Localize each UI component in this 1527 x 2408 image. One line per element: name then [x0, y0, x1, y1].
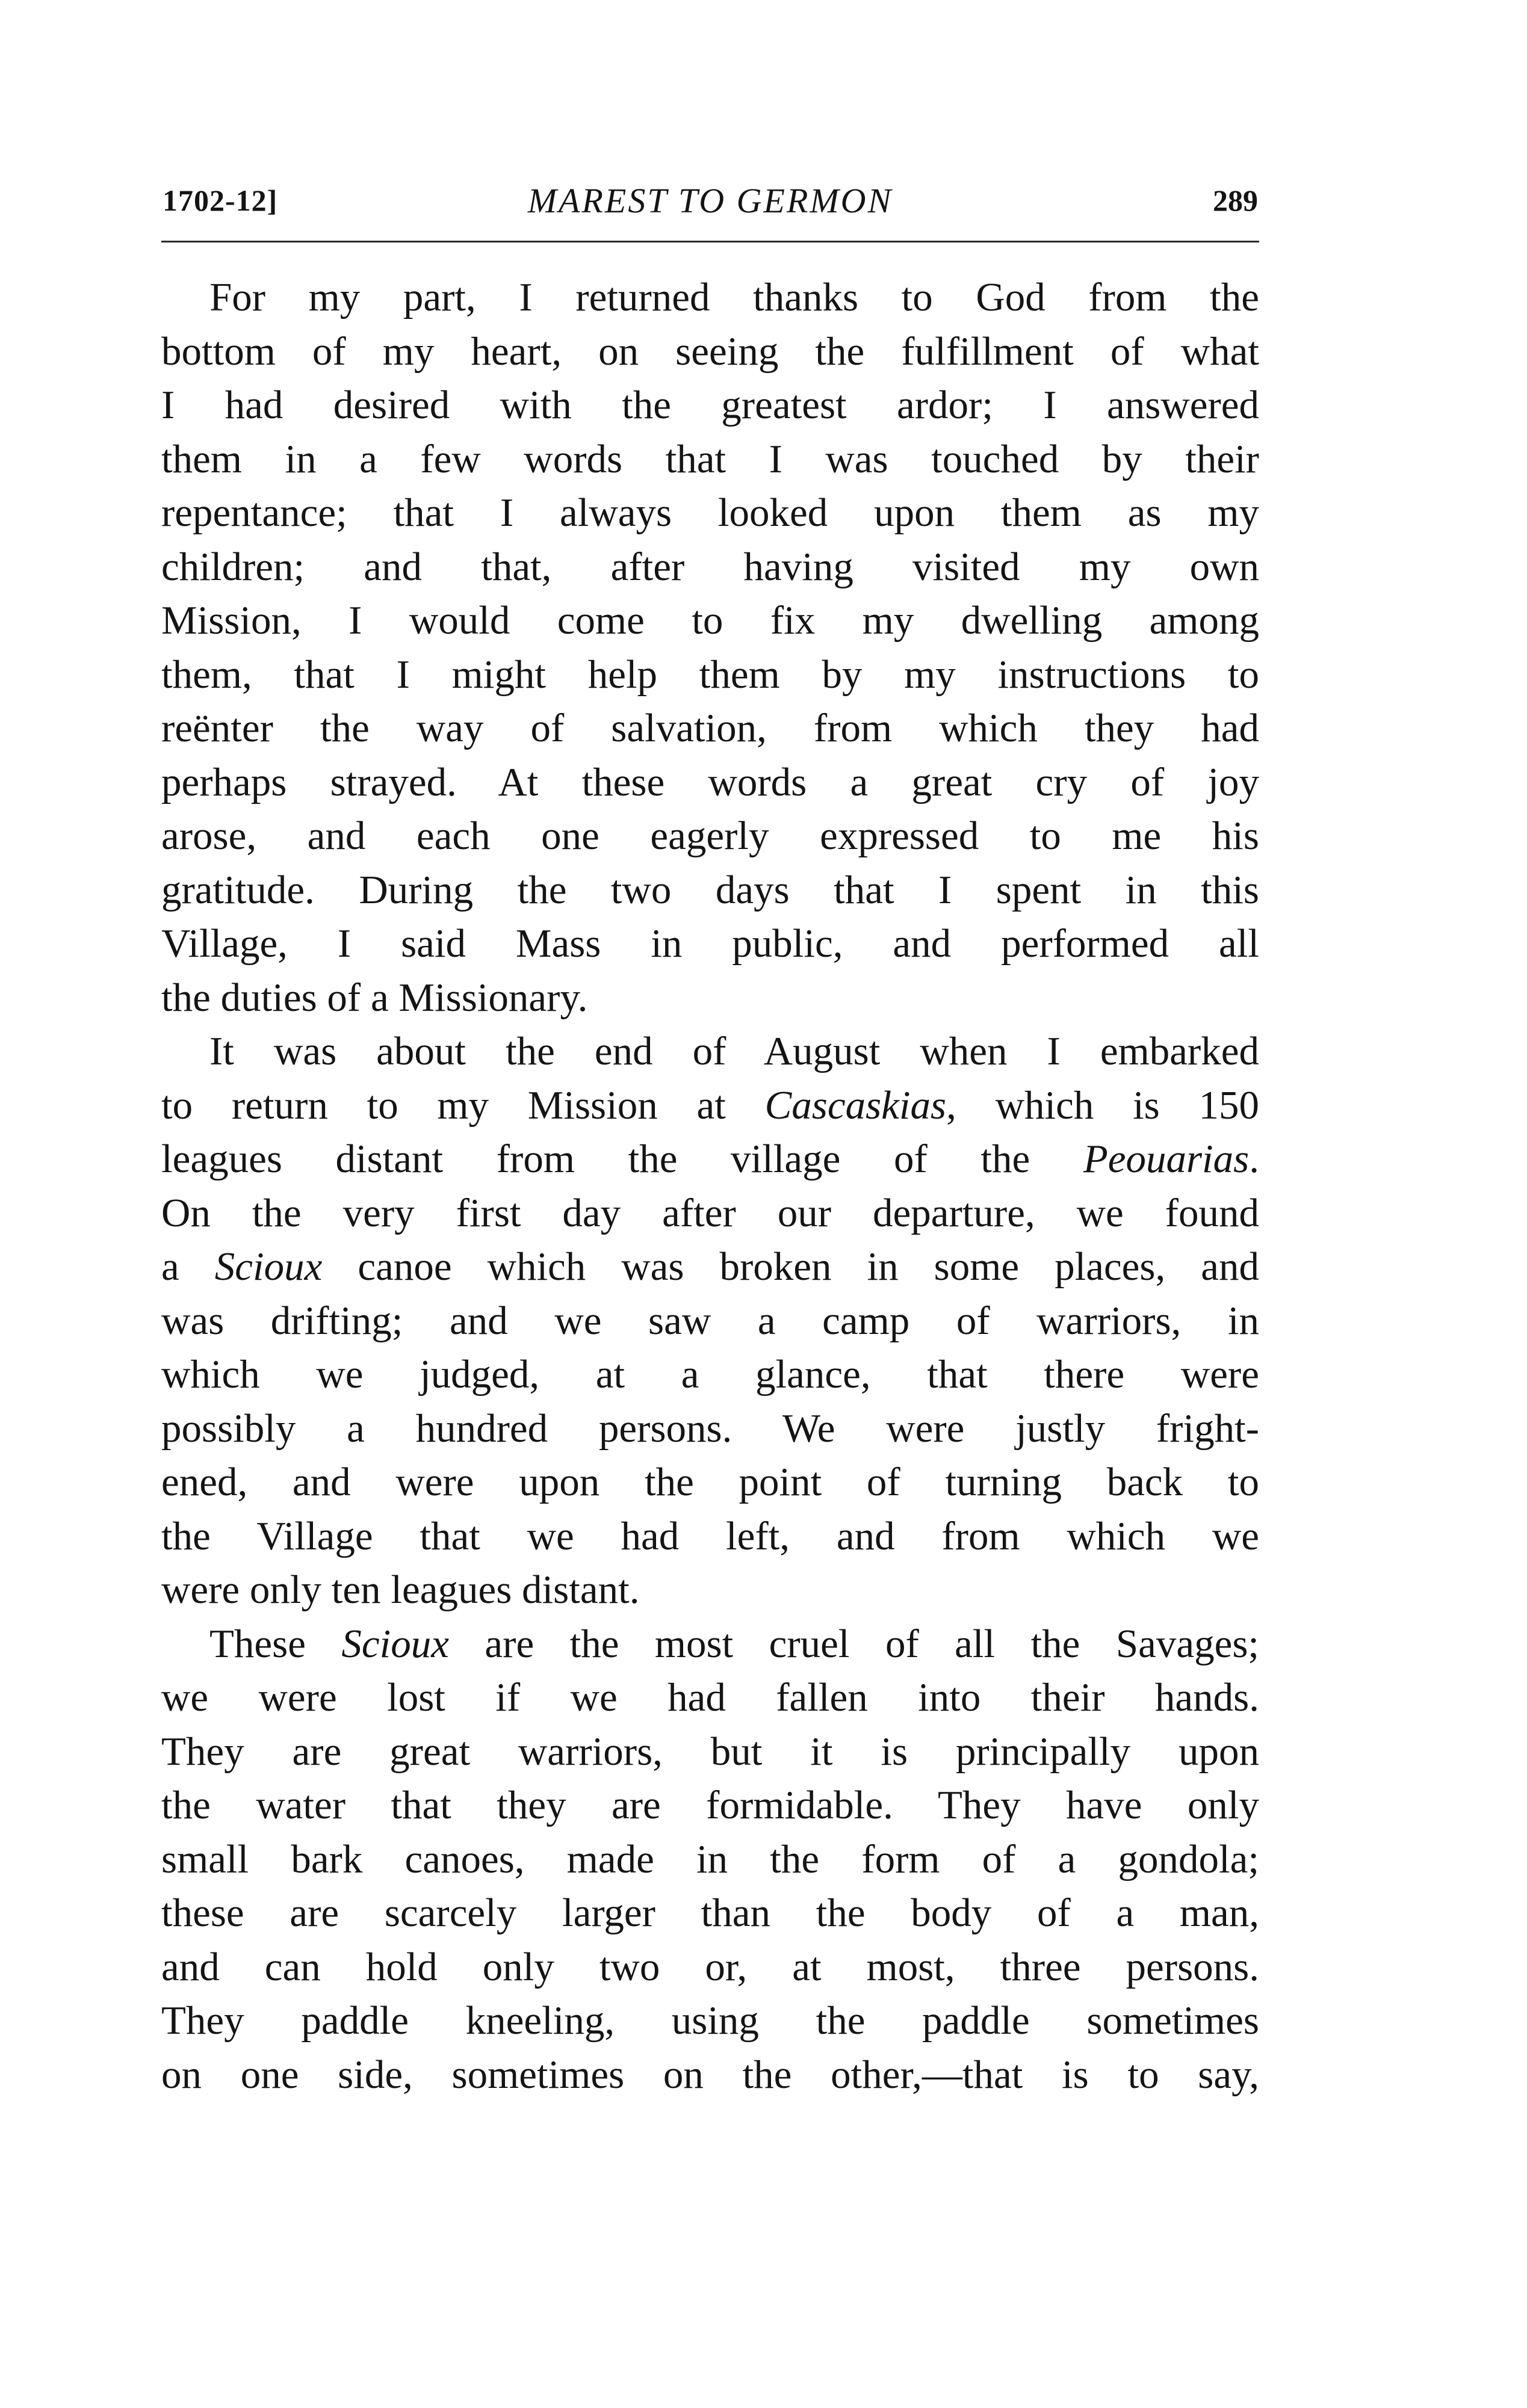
text-line: the water that they are formidable. They have only: [161, 1783, 1259, 1827]
text-line: repentance; that I always looked upon them as my: [161, 490, 1259, 535]
text-line: a Scioux canoe which was broken in some places, and: [161, 1244, 1259, 1289]
text-line: the Village that we had left, and from which we: [161, 1513, 1259, 1558]
text-line: to return to my Mission at Cascaskias, which is 150: [161, 1082, 1259, 1128]
text-line: them, that I might help them by my instructions to: [161, 652, 1259, 697]
page-number: 289: [1213, 184, 1258, 217]
text-line: was drifting; and we saw a camp of warriors, in: [161, 1298, 1259, 1343]
text-line: For my part, I returned thanks to God from the: [209, 275, 1259, 320]
text-line: perhaps strayed. At these words a great cry of joy: [161, 759, 1259, 804]
running-head: [163, 174, 1258, 223]
text-line: leagues distant from the village of the Peouarias.: [161, 1137, 1259, 1181]
text-line: arose, and each one eagerly expressed to me his: [161, 813, 1259, 858]
header-rule: [161, 241, 1259, 242]
text-line: on one side, sometimes on the other,—that is to say,: [161, 2052, 1259, 2097]
text-line: gratitude. During the two days that I spent in this: [161, 867, 1259, 912]
text-line: which we judged, at a glance, that there were: [161, 1352, 1259, 1397]
text-line: small bark canoes, made in the form of a gondola;: [161, 1836, 1259, 1882]
text-line: These Scioux are the most cruel of all the Savages;: [209, 1621, 1259, 1666]
text-line: and can hold only two or, at most, three persons.: [161, 1944, 1259, 1989]
text-line: ened, and were upon the point of turning back to: [161, 1460, 1259, 1504]
text-line: bottom of my heart, on seeing the fulfillment of what: [161, 329, 1259, 374]
text-line: reënter the way of salvation, from which they had: [161, 706, 1259, 750]
text-line: we were lost if we had fallen into their hands.: [161, 1675, 1259, 1720]
header-title: MAREST TO GERMON: [527, 181, 893, 220]
text-line: Village, I said Mass in public, and performed all: [161, 921, 1259, 966]
text-line: them in a few words that I was touched by their: [161, 436, 1259, 481]
text-line: these are scarcely larger than the body of a man,: [161, 1891, 1259, 1935]
text-line: were only ten leagues distant.: [161, 1567, 640, 1612]
text-line: I had desired with the greatest ardor; I answered: [161, 383, 1259, 427]
text-line: the duties of a Missionary.: [161, 975, 588, 1020]
text-line: They are great warriors, but it is principally upon: [161, 1729, 1259, 1774]
text-line: children; and that, after having visited my own: [161, 544, 1259, 589]
text-line: They paddle kneeling, using the paddle sometimes: [161, 1998, 1259, 2043]
text-line: Mission, I would come to fix my dwelling among: [161, 598, 1259, 643]
header-year: 1702-12]: [163, 184, 278, 217]
text-line: On the very first day after our departure, we found: [161, 1190, 1259, 1235]
body-text: [161, 271, 1259, 2102]
text-line: possibly a hundred persons. We were justly fright-: [161, 1406, 1259, 1451]
text-line: It was about the end of August when I embarked: [209, 1029, 1259, 1073]
